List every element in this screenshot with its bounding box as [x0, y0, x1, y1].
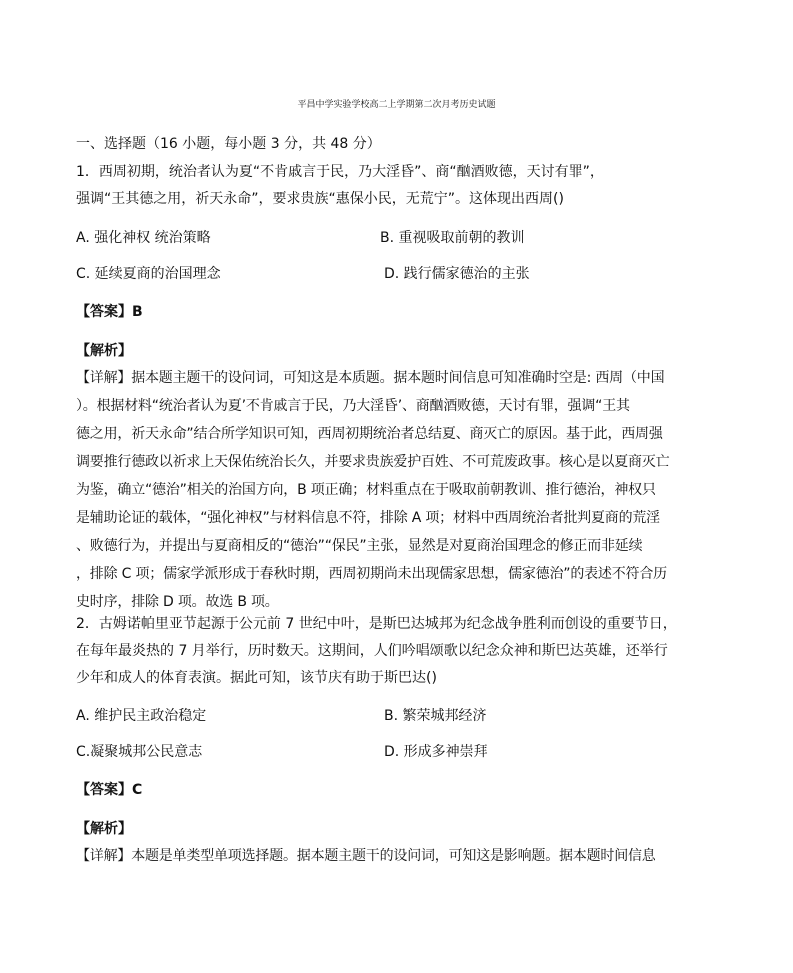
q2-analysis-label: 【解析】 — [76, 821, 132, 837]
q1-analysis-label: 【解析】 — [76, 343, 132, 359]
answer-label: 【答案】 — [76, 304, 132, 320]
q1-detail-line-1: 【详解】据本题主题干的设问词，可知这是本质题。据本题时间信息可知准确时空是: 西周（中国 — [76, 370, 665, 386]
q2-option-c: C.凝聚城邦公民意志 — [76, 744, 203, 760]
q1-detail-line-8: ，排除 C 项；儒家学派形成于春秋时期，西周初期尚未出现儒家思想，儒家德治”的表述不符合历 — [76, 566, 667, 582]
q1-detail-line-5: 为鉴，确立“德治”相关的治国方向，B 项正确；材料重点在于吸取前朝教训、推行德治，神权只 — [76, 482, 656, 498]
q2-option-d: D. 形成多神崇拜 — [384, 744, 488, 760]
answer-value: C — [132, 782, 143, 798]
q1-option-b: B. 重视吸取前朝的教训 — [380, 230, 525, 246]
q1-detail-line-3: 德之用，祈天永命”结合所学知识可知，西周初期统治者总结夏、商灭亡的原因。基于此，西周强 — [76, 426, 663, 442]
q1-detail-line-9: 史时序，排除 D 项。故选 B 项。 — [76, 594, 279, 610]
page-title: 平昌中学实验学校高二上学期第二次月考历史试题 — [297, 100, 496, 110]
q1-option-c: C. 延续夏商的治国理念 — [76, 266, 221, 282]
q2-answer — [76, 781, 142, 799]
q2-stem-line-1: 2．古姆诺帕里亚节起源于公元前 7 世纪中叶，是斯巴达城邦为纪念战争胜利而创设的重要节日， — [76, 616, 677, 632]
q1-answer — [76, 303, 143, 321]
q2-detail-line-1: 【详解】本题是单类型单项选择题。据本题主题干的设问词，可知这是影响题。据本题时间信息 — [76, 848, 656, 864]
q2-option-b: B. 繁荣城邦经济 — [384, 708, 487, 724]
answer-value: B — [132, 304, 143, 320]
q1-detail-line-7: 、败德行为，并提出与夏商相反的“德治”“保民”主张，显然是对夏商治国理念的修正而非延续 — [76, 538, 643, 554]
q1-stem-line-2: 强调“王其德之用，祈天永命”，要求贵族“惠保小民，无荒宁”。这体现出西周() — [76, 191, 564, 207]
q1-stem-line-1: 1．西周初期，统治者认为夏“不肯戚言于民，乃大淫昏”、商“酗酒败德，天讨有罪”， — [76, 164, 604, 180]
q1-option-a: A. 强化神权 统治策略 — [76, 230, 211, 246]
q1-detail-line-6: 是辅助论证的载体，“强化神权”与材料信息不符，排除 A 项；材料中西周统治者批判夏商的荒淫 — [76, 510, 660, 526]
q2-option-a: A. 维护民主政治稳定 — [76, 708, 207, 724]
q1-option-d: D. 践行儒家德治的主张 — [384, 266, 530, 282]
q1-detail-line-2: ）。根据材料“统治者认为夏’不肯戚言于民，乃大淫昏’、商酗酒败德，天讨有罪，强调“王其 — [76, 398, 630, 414]
answer-label: 【答案】 — [76, 782, 132, 798]
q2-stem-line-3: 少年和成人的体育表演。据此可知，该节庆有助于斯巴达() — [76, 670, 437, 686]
section-heading: 一、选择题（16 小题，每小题 3 分，共 48 分） — [76, 136, 381, 152]
q1-detail-line-4: 调要推行德政以祈求上天保佑统治长久，并要求贵族爱护百姓、不可荒废政事。核心是以夏商灭亡 — [76, 454, 670, 470]
q2-stem-line-2: 在每年最炎热的 7 月举行，历时数天。这期间，人们吟唱颂歌以纪念众神和斯巴达英雄，还举行 — [76, 643, 668, 659]
